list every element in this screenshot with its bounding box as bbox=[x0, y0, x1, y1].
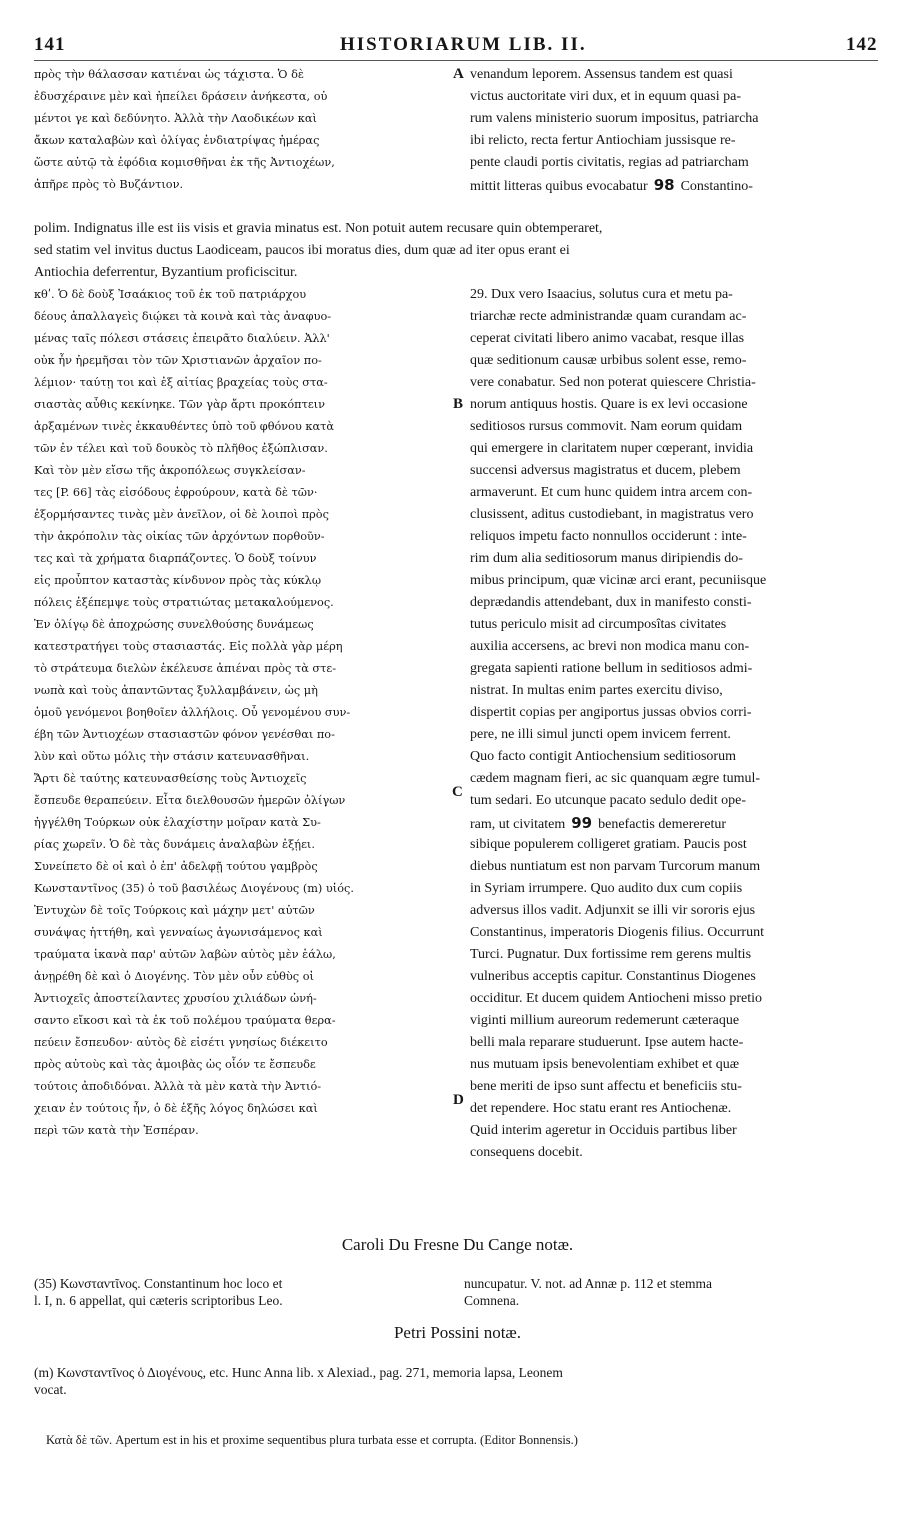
latin-text-line: adversus illos vadit. Adjunxit se illi vir sororis ejus bbox=[470, 903, 756, 918]
greek-text-line: ὥστε αὐτῷ τὰ ἐφόδια κομισθῆναι ἐκ τῆς Ἀντιοχέων, bbox=[34, 156, 335, 169]
latin-text-line: ibi relicto, recta fertur Antiochiam jussisque re- bbox=[470, 133, 736, 148]
latin-text-line: Antiochia deferrentur, Byzantium proficiscitur. bbox=[34, 265, 298, 280]
greek-text-line: ἀρξαμένων τινὲς ἐκκαυθέντες ὑπὸ τοῦ φθόνου κατὰ bbox=[34, 420, 335, 433]
cange-note-line2-right: Comnena. bbox=[464, 1293, 520, 1308]
cange-note-line2-left: l. I, n. 6 appellat, qui cæteris scriptoribus Leo. bbox=[34, 1293, 283, 1308]
latin-text-line: sed statim vel invitus ductus Laodiceam, paucos ibi moratus dies, dum quæ ad iter opus erant ei bbox=[34, 243, 570, 258]
greek-text-line: Συνείπετο δὲ οἱ καὶ ὁ ἐπ' ἀδελφῇ τούτου γαμβρὸς bbox=[34, 860, 318, 873]
greek-text-line: ἐδυσχέραινε μὲν καὶ ἠπείλει δράσειν ἀνήκεστα, οὐ bbox=[34, 90, 328, 103]
greek-text-line: έβη τῶν Ἀντιοχέων στασιαστῶν φόνον γενέσθαι πο- bbox=[34, 728, 335, 741]
possini-note-line2: vocat. bbox=[34, 1382, 67, 1397]
cange-notes-heading: Caroli Du Fresne Du Cange notæ. bbox=[341, 1235, 574, 1254]
latin-text-line: triarchæ recte administrandæ quam curandam ac- bbox=[470, 309, 747, 324]
latin-text-line: nus mutuam ipsis benevolentiam exhibet et quæ bbox=[470, 1057, 740, 1072]
latin-text-line: vere conabatur. Sed non poterat quiescere Christia- bbox=[470, 375, 756, 390]
greek-text-line: ὁμοῦ γενόμενοι βοηθοῖεν ἀλλήλοις. Οὗ γενομένου συν- bbox=[34, 706, 351, 719]
latin-text-line: mittit litteras quibus evocabatur 98 Constantino- bbox=[470, 176, 753, 194]
left-page-number: 141 bbox=[34, 34, 66, 55]
greek-text-line: εἰς προὖπτον καταστὰς κίνδυνον πρὸς τὰς κύκλῳ bbox=[34, 574, 322, 587]
latin-text-line: diebus nuntiatum est non parvam Turcorum manum bbox=[470, 859, 761, 874]
latin-text-line: tum sedari. Eo utcunque pacato sedulo dedit ope- bbox=[470, 793, 747, 808]
greek-text-line: οὐκ ἦν ἠρεμῆσαι τὸν τῶν Χριστιανῶν ἀρχαῖον πο- bbox=[34, 354, 322, 367]
latin-line-tail: Constantino- bbox=[680, 179, 753, 194]
latin-text-line: Quo facto contigit Antiochensium seditiosorum bbox=[470, 749, 736, 764]
greek-text-line: πεύειν ἔσπευδον· αὐτὸς δὲ εἰσέτι γνησίως διέκειτο bbox=[34, 1036, 328, 1049]
greek-text-line: μένας ταῖς πόλεσι στάσεις ἐπειρᾶτο διαλύειν. Ἀλλ' bbox=[34, 332, 330, 345]
cange-note-line1-left: (35) Κωνσταντῖνος. Constantinum hoc loco et bbox=[34, 1276, 283, 1291]
greek-text-line: τραύματα ἱκανὰ παρ' αὐτῶν λαβὼν αὐτὸς μὲν ἑάλω, bbox=[34, 948, 336, 961]
latin-text-line: venandum leporem. Assensus tandem est quasi bbox=[470, 67, 733, 82]
margin-marker-d: D bbox=[453, 1092, 464, 1108]
latin-text-line: viginti millium aureorum redemerunt cæteraque bbox=[470, 1013, 740, 1028]
marginal-page-number-99: 99 bbox=[571, 814, 593, 832]
latin-line-tail: benefactis demereretur bbox=[598, 817, 726, 832]
latin-text-line: quæ seditionum causæ urbibus solent esse, remo- bbox=[470, 353, 747, 368]
greek-text-line: σαντο εἴκοσι καὶ τὰ ἐκ τοῦ πολέμου τραύματα θερα- bbox=[34, 1014, 336, 1027]
latin-text-line: det rependere. Hoc statu erant res Antiochenæ. bbox=[470, 1101, 732, 1116]
margin-marker-c: C bbox=[452, 784, 463, 800]
latin-text-line: belli mala reparare studuerunt. Ipse autem hacte- bbox=[470, 1035, 744, 1050]
cange-note-35 bbox=[34, 1275, 884, 1309]
latin-text-line: Constantinus, imperatoris Diogenis filius. Occurrunt bbox=[470, 925, 764, 940]
latin-text-line: 29. Dux vero Isaacius, solutus cura et metu pa- bbox=[470, 287, 733, 302]
latin-text-line: pente claudi portis civitatis, regias ad patriarcham bbox=[470, 155, 749, 170]
latin-text-line: cædem magnam fieri, ac sic quanquam ægre tumul- bbox=[470, 771, 761, 786]
latin-text-line: reliquos impetu facto nonnullos occiderunt : inte- bbox=[470, 529, 747, 544]
latin-text-line: dispertit copias per angiportus jussas obvios corri- bbox=[470, 705, 752, 720]
greek-text-line: περὶ τῶν κατὰ τὴν Ἑσπέραν. bbox=[34, 1124, 199, 1137]
possini-note-line1: (m) Κωνσταντῖνος ὁ Διογένους, etc. Hunc Anna lib. x Alexiad., pag. 271, memoria lapsa, Leonem bbox=[34, 1365, 563, 1380]
greek-text-line: Καὶ τὸν μὲν εἴσω τῆς ἀκροπόλεως συγκλείσαν- bbox=[34, 464, 306, 477]
latin-text-line: occiditur. Et ducem quidem Antiocheni misso pretio bbox=[470, 991, 763, 1006]
greek-text-line: κατεστρατήγει τοὺς στασιαστάς. Εἰς πολλὰ γὰρ μέρη bbox=[34, 640, 343, 653]
greek-text-line: τες [P. 66] τὰς εἰσόδους ἐφρούρουν, κατὰ δὲ τῶν· bbox=[34, 486, 318, 499]
greek-text-line: Ἄρτι δὲ ταύτης κατευνασθείσης τοὺς Ἀντιοχεῖς bbox=[34, 772, 307, 785]
latin-text-line: pere, ne illi simul juncti opem invicem ferrent. bbox=[470, 727, 731, 742]
greek-text-line: λέμιον· ταύτῃ τοι καὶ ἐξ αἰτίας βραχείας τοὺς στα- bbox=[34, 376, 328, 389]
greek-text-line: τες καὶ τὰ χρήματα διαρπάζοντες. Ὁ δοὺξ τοίνυν bbox=[34, 552, 317, 565]
latin-text-line: ceperat civitati libero animo vacabat, resque illas bbox=[470, 331, 745, 346]
margin-marker-a: A bbox=[453, 66, 464, 82]
greek-column-top bbox=[34, 64, 459, 196]
cange-note-line1-right: nuncupatur. V. not. ad Annæ p. 112 et stemma bbox=[464, 1276, 712, 1291]
latin-text-line: victus auctoritate viri dux, et in equum quasi pa- bbox=[470, 89, 741, 104]
latin-text-line: clusissent, aditus custodiebant, in magistratus vero bbox=[470, 507, 754, 522]
greek-text-line: ἀνῃρέθη δὲ καὶ ὁ Διογένης. Τὸν μὲν οὖν εὐθὺς οἱ bbox=[34, 970, 314, 983]
greek-text-line: μέντοι γε καὶ δεδύνητο. Ἀλλὰ τὴν Λαοδικέων καὶ bbox=[34, 112, 317, 125]
margin-marker-b: B bbox=[453, 396, 464, 412]
latin-text-line: in Syriam irrumpere. Quo audito dux cum copiis bbox=[470, 881, 743, 896]
possini-note-m bbox=[34, 1364, 884, 1398]
header-rule bbox=[34, 60, 878, 61]
greek-text-line: νωπὰ καὶ τοὺς ἀπαντῶντας ξυλλαμβάνειν, ὡς μὴ bbox=[34, 684, 318, 697]
greek-text-line: κθʹ. Ὁ δὲ δοὺξ Ἰσαάκιος τοῦ ἐκ τοῦ πατριάρχου bbox=[34, 288, 307, 301]
greek-text-line: ἠγγέλθη Τούρκων οὐκ ἐλαχίστην μοῖραν κατὰ Συ- bbox=[34, 816, 321, 829]
latin-text-line: rum valens ministerio suorum impositus, patriarcha bbox=[470, 111, 759, 126]
latin-text-line: gregata sapienti ratione bellum in seditiosos admi- bbox=[470, 661, 753, 676]
greek-text-line: ἐξορμήσαντες τινὰς μὲν ἀνεῖλον, οἱ δὲ λοιποὶ πρὸς bbox=[34, 508, 329, 521]
greek-text-line: Ἐντυχὼν δὲ τοῖς Τούρκοις καὶ μάχην μετ' αὐτῶν bbox=[34, 904, 315, 917]
latin-column-main bbox=[470, 284, 880, 1164]
greek-text-line: τούτοις ἀποδιδόναι. Ἀλλὰ τὰ μὲν κατὰ τὴν Ἀντιό- bbox=[34, 1080, 322, 1093]
latin-text-line: norum antiquus hostis. Quare is ex levi occasione bbox=[470, 397, 748, 412]
greek-text-line: Κωνσταντῖνος (35) ὁ τοῦ βασιλέως Διογένους (m) υἱός. bbox=[34, 882, 354, 895]
latin-text-line: mibus principum, quæ vicinæ arci erant, pecuniisque bbox=[470, 573, 767, 588]
latin-text-line: vulneribus acceptis capitur. Constantinus Diogenes bbox=[470, 969, 756, 984]
latin-text-line: qui emergere in claritatem nuper cœperant, invidia bbox=[470, 441, 754, 456]
editor-note: Κατὰ δὲ τῶν. Apertum est in his et proxime sequentibus plura turbata esse et corrupta. (Editor Bonnensis.) bbox=[46, 1433, 578, 1447]
marginal-page-number-98: 98 bbox=[653, 176, 675, 194]
greek-text-line: Ἀντιοχεῖς ἀποστείλαντες χρυσίου χιλιάδων ὠνή- bbox=[34, 992, 317, 1005]
latin-text-line: nistrat. In multas enim partes exercitu diviso, bbox=[470, 683, 723, 698]
latin-text-line: succensi adversus magistratus et ducem, plebem bbox=[470, 463, 741, 478]
latin-text-line: Quid interim ageretur in Occiduis partibus liber bbox=[470, 1123, 737, 1138]
latin-column-top bbox=[470, 64, 880, 196]
latin-text-line: tutus periculo misit ad circumposîtas civitates bbox=[470, 617, 727, 632]
latin-text-line: seditiosos rursus commovit. Nam eorum quidam bbox=[470, 419, 743, 434]
greek-text-line: ἀπῆρε πρὸς τὸ Βυζάντιον. bbox=[34, 178, 184, 191]
greek-text-line: πόλεις ἐξέπεμψε τοὺς στρατιώτας μετακαλούμενος. bbox=[34, 596, 334, 609]
greek-text-line: ἔσπευδε θεραπεύειν. Εἶτα διελθουσῶν ἡμερῶν ὀλίγων bbox=[34, 794, 346, 807]
latin-text-line: Turci. Pugnatur. Dux fortissime rem gerens multis bbox=[470, 947, 752, 962]
greek-text-line: δέους ἀπαλλαγεὶς διῴκει τὰ κοινὰ καὶ τὰς ἀναφυο- bbox=[34, 310, 332, 323]
greek-text-line: πρὸς αὐτοὺς καὶ τὰς ἀμοιβὰς ὡς οἷόν τε ἔσπευδε bbox=[34, 1058, 316, 1071]
latin-text-line: ram, ut civitatem 99 benefactis demereretur bbox=[470, 814, 726, 832]
greek-text-line: τῶν ἐν τέλει καὶ τοῦ δουκὸς τὸ πλῆθος ἐξώπλισαν. bbox=[34, 442, 328, 455]
latin-text-line: rim dum alia seditiosorum manus diripiendis do- bbox=[470, 551, 743, 566]
greek-text-line: τὴν ἀκρόπολιν τὰς οἰκίας τῶν ἀρχόντων πορθοῦν- bbox=[34, 530, 325, 543]
greek-text-line: πρὸς τὴν θάλασσαν κατιέναι ὡς τάχιστα. Ὁ δὲ bbox=[34, 68, 304, 81]
latin-text-line: polim. Indignatus ille est iis visis et gravia minatus est. Non potuit autem recusare quin obtemperaret, bbox=[34, 221, 603, 236]
latin-text-line: bene meriti de ipso sunt affectu et beneficiis stu- bbox=[470, 1079, 742, 1094]
greek-text-line: Ἐν ὀλίγῳ δὲ ἀποχρώσης συνελθούσης δυνάμεως bbox=[34, 618, 314, 631]
greek-text-line: τὸ στράτευμα διελὼν ἐκέλευσε ἀπιέναι πρὸς τὰ στε- bbox=[34, 662, 337, 675]
greek-text-line: ρίας χωρεῖν. Ὁ δὲ τὰς δυνάμεις ἀναλαβὼν ἐξῄει. bbox=[34, 838, 315, 851]
right-page-number: 142 bbox=[846, 34, 878, 55]
greek-text-line: σιαστὰς αὖθις κεκίνηκε. Τῶν γὰρ ἄρτι προκόπτειν bbox=[34, 398, 325, 411]
greek-text-line: λὺν καὶ οὕτω μόλις τὴν στάσιν κατευνασθῆναι. bbox=[34, 750, 310, 763]
possini-notes-heading: Petri Possini notæ. bbox=[393, 1323, 522, 1342]
greek-text-line: συνάψας ἡττήθη, καὶ γενναίως ἀγωνισάμενος καὶ bbox=[34, 926, 323, 939]
latin-text-line: armaverunt. Et cum hunc quidem intra arcem con- bbox=[470, 485, 753, 500]
latin-text-line: auxilia accersens, ac brevi non modica manu con- bbox=[470, 639, 750, 654]
latin-bridge-paragraph bbox=[34, 218, 884, 284]
latin-text-line: deprædandis attendebant, dux in manifesto consti- bbox=[470, 595, 752, 610]
greek-column-main bbox=[34, 284, 459, 1142]
greek-text-line: ἄκων καταλαβὼν καὶ ὀλίγας ἐνδιατρίψας ἡμέρας bbox=[34, 134, 320, 147]
latin-text-line: consequens docebit. bbox=[470, 1145, 583, 1160]
running-title: HISTORIARUM LIB. II. bbox=[340, 34, 587, 55]
greek-text-line: χειαν ἐν τούτοις ἦν, ὁ δὲ ἑξῆς λόγος δηλώσει καὶ bbox=[34, 1102, 318, 1115]
latin-text-line: sibique populerem colligeret gratiam. Paucis post bbox=[470, 837, 747, 852]
